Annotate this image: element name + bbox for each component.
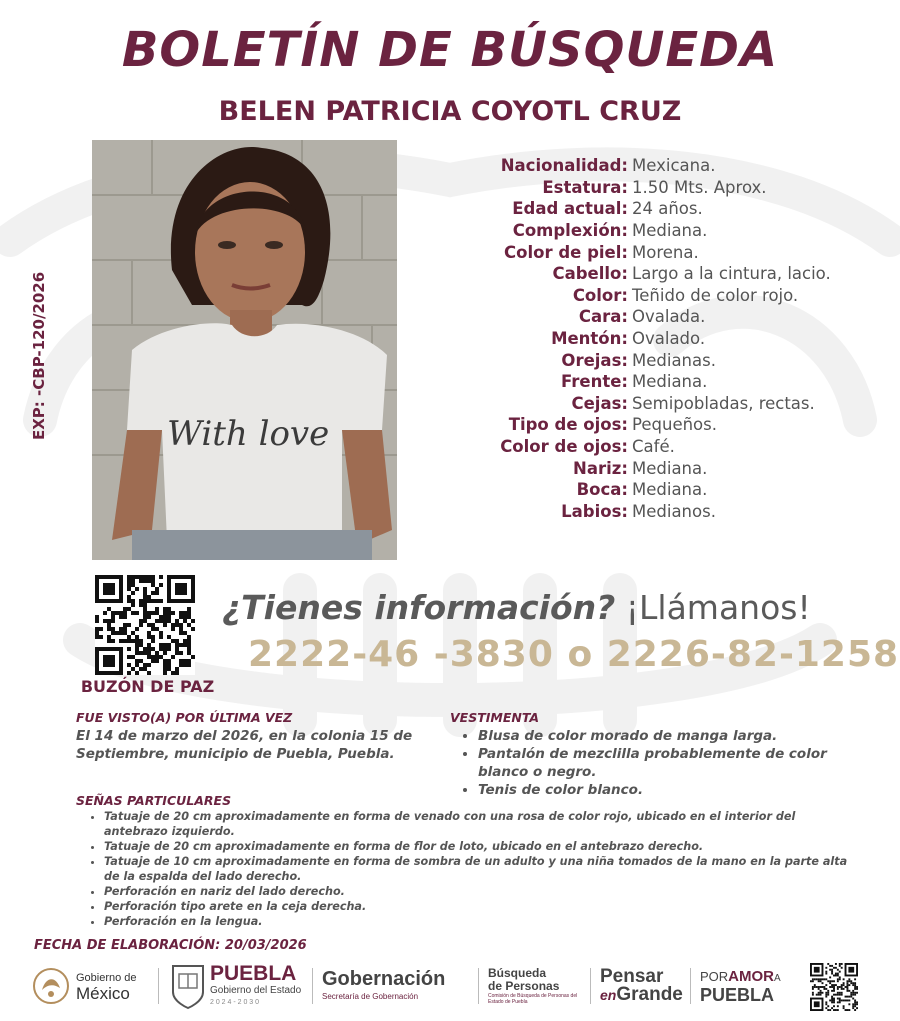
attribute-value: Pequeños. [632, 415, 717, 435]
attribute-value: Largo a la cintura, lacio. [632, 264, 831, 284]
pensar-grande: Grande [616, 984, 683, 1005]
attribute-value: Mediana. [632, 372, 708, 392]
attribute-label: Cara: [578, 307, 628, 327]
qr-code-buzon[interactable] [95, 575, 195, 675]
puebla-shield-icon [170, 962, 206, 1010]
attribute-value: Medianas. [632, 350, 716, 370]
attribute-value: Ovalada. [632, 307, 706, 327]
last-seen-heading: FUE VISTO(A) POR ÚLTIMA VEZ [76, 710, 293, 725]
attribute-row [440, 457, 890, 479]
attribute-row [440, 263, 890, 285]
attribute-row [440, 479, 890, 501]
por-text: POR [700, 969, 729, 984]
gobernacion-name: Gobernación [322, 968, 446, 990]
attribute-value: Mediana. [632, 458, 708, 478]
person-name: BELEN PATRICIA COYOTL CRUZ [218, 96, 682, 127]
attribute-row [440, 436, 890, 458]
attribute-row [440, 414, 890, 436]
puebla-sub: Gobierno del Estado [210, 985, 302, 996]
attribute-value: Café. [632, 437, 675, 457]
bulletin-title: BOLETÍN DE BÚSQUEDA [121, 22, 779, 78]
phone-numbers[interactable]: 2222-46 -3830 o 2226-82-1258 [248, 634, 900, 675]
footer-separator [478, 968, 479, 1004]
attribute-row [440, 501, 890, 523]
person-photo-illustration [92, 140, 397, 560]
pensar-line1: Pensar [600, 966, 664, 987]
clothing-heading: VESTIMENTA [450, 710, 540, 725]
attribute-value: Semipobladas, rectas. [632, 393, 815, 413]
clothing-list [450, 727, 870, 799]
attribute-label: Estatura: [542, 177, 628, 197]
attribute-label: Color: [572, 285, 628, 305]
pensar-en: en [600, 987, 617, 1003]
shirt-text: With love [167, 414, 330, 454]
attribute-row [440, 220, 890, 242]
attribute-label: Cejas: [571, 393, 628, 413]
attribute-value: Mediana. [632, 221, 708, 241]
busqueda-sub: Comisión de Búsqueda de Personas del Estado de Puebla [488, 993, 578, 1005]
mark-item: • Perforación tipo arete en la ceja derecha. [104, 899, 856, 914]
attribute-label: Cabello: [552, 264, 628, 284]
attribute-row [440, 241, 890, 263]
attribute-value: 1.50 Mts. Aprox. [632, 177, 767, 197]
last-seen-text: El 14 de marzo del 2026, en la colonia 15 de Septiembre, municipio de Puebla, Puebla. [76, 728, 413, 762]
attribute-label: Complexión: [512, 221, 628, 241]
footer-separator [312, 968, 313, 1004]
info-call-to-action [222, 588, 811, 627]
busqueda-personas-logo [488, 960, 578, 1012]
gob-mexico-line1: Gobierno de [76, 972, 137, 984]
qr-code-footer[interactable] [810, 963, 858, 1011]
person-photo [92, 140, 397, 560]
attribute-row [440, 371, 890, 393]
puebla-years: 2 0 2 4 - 2 0 3 0 [210, 999, 260, 1006]
attribute-value: Morena. [632, 242, 699, 262]
gobernacion-sub: Secretaría de Gobernación [322, 992, 419, 1001]
attribute-label: Labios: [561, 501, 628, 521]
attribute-row [440, 349, 890, 371]
attribute-label: Color de ojos: [500, 437, 628, 457]
attribute-label: Nacionalidad: [500, 156, 628, 176]
clothing-section [450, 710, 870, 799]
gobierno-mexico-logo [32, 960, 137, 1012]
footer-separator [158, 968, 159, 1004]
attribute-row [440, 198, 890, 220]
attribute-value: Medianos. [632, 501, 716, 521]
attribute-row [440, 155, 890, 177]
por-amor-a-puebla-logo [700, 960, 781, 1012]
gobernacion-logo [322, 960, 445, 1012]
attribute-label: Mentón: [551, 329, 628, 349]
footer-separator [590, 968, 591, 1004]
mark-item: • Tatuaje de 20 cm aproximadamente en forma de venado con una rosa de color rojo, ubicado en el interior del antebrazo izquierdo. [104, 809, 856, 839]
info-question: ¿Tienes información? [222, 588, 616, 627]
footer-separator [690, 968, 691, 1004]
mexico-eagle-seal-icon [32, 966, 70, 1006]
attribute-row [440, 393, 890, 415]
clothing-item: • Pantalón de mezclilla probablemente de color blanco o negro. [478, 745, 870, 781]
mark-item: • Tatuaje de 20 cm aproximadamente en forma de flor de loto, ubicado en el antebrazo derecho. [104, 839, 856, 854]
attribute-value: Mexicana. [632, 156, 716, 176]
mark-item: • Perforación en nariz del lado derecho. [104, 884, 856, 899]
attribute-label: Nariz: [573, 458, 628, 478]
pensar-en-grande-logo [600, 960, 683, 1012]
mark-item: • Perforación en la lengua. [104, 914, 856, 929]
physical-description [440, 155, 890, 522]
attribute-value: Teñido de color rojo. [632, 285, 799, 305]
distinguishing-marks-list [76, 809, 856, 929]
attribute-value: Ovalado. [632, 329, 706, 349]
puebla-name: PUEBLA [210, 962, 297, 985]
attribute-label: Orejas: [561, 350, 628, 370]
attribute-label: Tipo de ojos: [508, 415, 628, 435]
clothing-item: • Tenis de color blanco. [478, 781, 870, 799]
attribute-row [440, 177, 890, 199]
puebla-text: PUEBLA [700, 985, 775, 1005]
attribute-label: Color de piel: [504, 242, 628, 262]
amor-text: AMOR [728, 968, 774, 985]
clothing-item: • Blusa de color morado de manga larga. [478, 727, 870, 745]
puebla-logo [170, 960, 301, 1012]
mark-item: • Tatuaje de 10 cm aproximadamente en forma de sombra de un adulto y una niña tomados de la mano en la parte alta de la espalda del lado derecho. [104, 854, 856, 884]
attribute-value: Mediana. [632, 480, 708, 500]
attribute-label: Edad actual: [512, 199, 628, 219]
attribute-row [440, 285, 890, 307]
attribute-value: 24 años. [632, 199, 703, 219]
buzon-de-paz-label: BUZÓN DE PAZ [80, 677, 215, 696]
gob-mexico-line2: México [76, 984, 130, 1003]
attribute-label: Boca: [576, 480, 628, 500]
expediente-number: EXP: -CBP-120/2026 [30, 271, 48, 440]
attribute-row [440, 328, 890, 350]
elaboration-date: FECHA DE ELABORACIÓN: 20/03/2026 [34, 938, 307, 953]
attribute-row [440, 306, 890, 328]
busqueda-line1: Búsqueda [488, 966, 547, 980]
busqueda-line2: de Personas [488, 979, 560, 993]
attribute-label: Frente: [561, 372, 628, 392]
distinguishing-marks-heading: SEÑAS PARTICULARES [76, 793, 232, 808]
last-seen-section [76, 710, 416, 763]
a-text: A [774, 973, 781, 984]
footer-logos [0, 960, 900, 1015]
call-us-text: ¡Llámanos! [625, 588, 811, 627]
distinguishing-marks-section [76, 793, 856, 929]
